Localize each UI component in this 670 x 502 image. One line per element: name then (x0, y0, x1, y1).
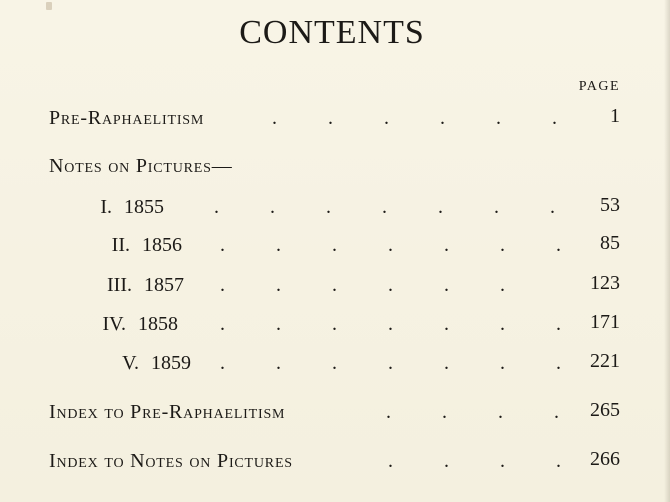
toc-page-number: 171 (590, 311, 620, 333)
toc-entry-numeral: IV. (102, 313, 126, 335)
toc-entry-label: Index to Notes on Pictures (49, 450, 293, 472)
toc-entry-1859[interactable] (95, 349, 191, 377)
toc-section-notes-on-pictures[interactable] (49, 152, 233, 180)
toc-page-number: 85 (600, 232, 620, 254)
page-edge-shadow (664, 0, 670, 502)
toc-entry-label: Index to Pre-Raphaelitism (49, 401, 286, 423)
dot-leader: . . . . . . (272, 107, 557, 129)
dot-leader: . . . . (386, 401, 559, 423)
toc-entry-index-notes-on-pictures[interactable] (49, 447, 293, 475)
toc-entry-numeral: V. (122, 352, 139, 374)
toc-entry-label: Notes on Pictures— (49, 155, 233, 177)
toc-entry-1855[interactable] (68, 193, 164, 221)
page-smudge (46, 2, 52, 10)
toc-entry-numeral: III. (107, 274, 132, 296)
dot-leader: . . . . . . (220, 274, 505, 296)
toc-entry-year: 1857 (144, 274, 184, 296)
toc-entry-1856[interactable] (86, 231, 182, 259)
toc-page-number: 265 (590, 399, 620, 421)
toc-entry-year: 1856 (142, 234, 182, 256)
toc-entry-index-pre-raphaelitism[interactable] (49, 398, 285, 426)
toc-page-number: 123 (590, 272, 620, 294)
dot-leader: . . . . . . . (220, 352, 561, 374)
toc-entry-year: 1858 (138, 313, 178, 335)
toc-page-number: 53 (600, 194, 620, 216)
page-column-header: PAGE (578, 79, 620, 94)
toc-entry-pre-raphaelitism[interactable] (49, 104, 204, 132)
toc-entry-numeral: II. (111, 234, 130, 256)
toc-entry-1857[interactable] (88, 271, 184, 299)
toc-entry-numeral: I. (100, 196, 112, 218)
toc-entry-1858[interactable] (82, 310, 178, 338)
toc-entry-label: Pre-Raphaelitism (49, 107, 205, 129)
toc-page-number: 221 (590, 350, 620, 372)
toc-entry-year: 1855 (124, 196, 164, 218)
dot-leader: . . . . (388, 450, 561, 472)
dot-leader: . . . . . . . (220, 234, 561, 256)
page-title: CONTENTS (239, 14, 425, 51)
toc-page-number: 1 (610, 105, 620, 127)
dot-leader: . . . . . . . (220, 313, 561, 335)
dot-leader: . . . . . . . (214, 196, 555, 218)
toc-page-number: 266 (590, 448, 620, 470)
toc-entry-year: 1859 (151, 352, 191, 374)
